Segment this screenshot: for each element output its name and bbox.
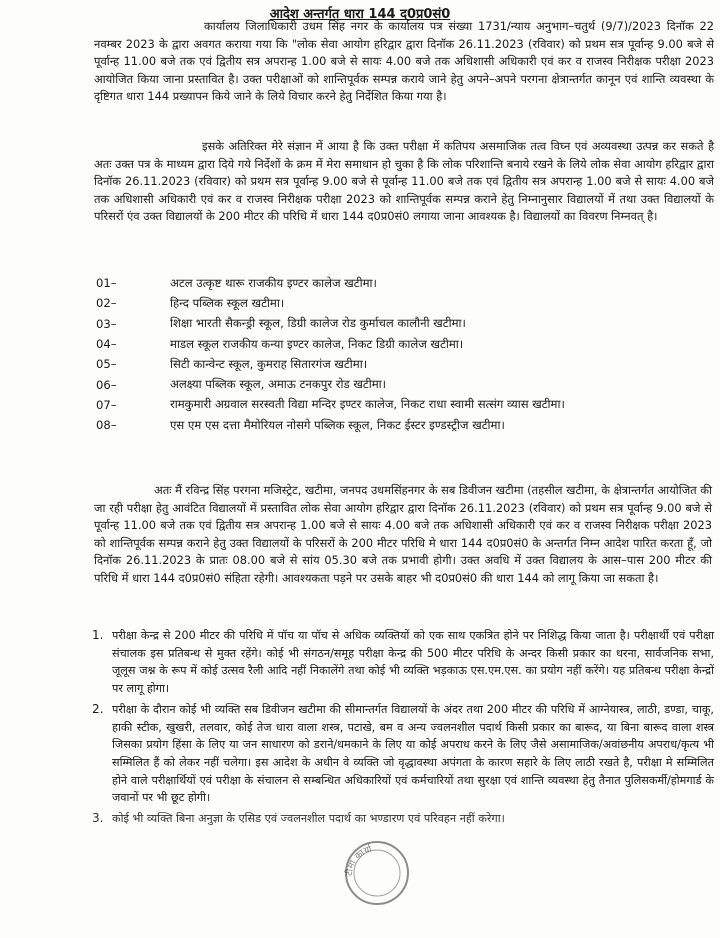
second-paragraph: इसके अतिरिक्त मेरे संज्ञान में आया है कि उक्त परीक्षा में कतिपय असमाजिक तत्व विघ्न एवं अव्यवस्था उत्पन्न कर सकते है अतः उक्त पत्र के माध्यम द्वारा दिये गये निर्देशों के क्रम में मेरा समाधान हो चुका है कि लोक परिशान्ति बनाये रखने के लिये लोक सेवा आयोग हरिद्वार द्वारा दिनॉक 26.11.2023 (रविवार) को प्रथम सत्र पूर्वान्ह 9.00 बजे से पूर्वान्ह 11.00 बजे तक एवं द्वितीय सत्र अपरान्ह 1.00 बजे से सायः 4.00 बजे तक अधिशासी अधिकारी एवं कर व राजस्व निरीक्षक परीक्षा 2023 को शान्तिपूर्वक सम्पन्न कराने हेतु निम्नानुसार विद्यालयों में तथा उक्त विद्यालयों के परिसरों एंव उक्त विद्यालयों के 200 मीटर की परिधि में धारा 144 द0प्र0सं0 लगाया जाना आवश्यक है। विद्यालयों का विवरण निम्नवत् है। bbox=[94, 139, 714, 224]
list-item-number: 02– bbox=[96, 296, 117, 311]
list-item bbox=[96, 273, 696, 293]
list-item-name: एस एम एस दत्ता मैमोरियल नोसगे पब्लिक स्कूल, निकट ईस्टर इण्डस्ट्रीज खटीमा। bbox=[170, 417, 505, 432]
list-item bbox=[96, 314, 696, 334]
order-point-text: परीक्षा केन्द्र से 200 मीटर की परिधि में पॉच या पॉच से अधिक व्यक्तियों को एक साथ एकत्रित होने पर निशिद्ध किया जाता है। परीक्षार्थी एवं परीक्षा संचालक इस प्रतिबन्ध से मुक्त रहेंगे। कोई भी संगठन/समूह परीक्षा केन्द्र की 500 मीटर परिधि के अन्दर किसी प्रकार का धरना, सार्वजनिक सभा, जूलूस जश्न के रूप में कोई उत्सव रैली आदि नहीं निकालेंगे तथा कोई भी व्यक्ति भड़काऊ एस.एम.एस. का प्रयोग नहीं करेंगे। यह प्रतिबन्ध परीक्षा केन्द्रों पर लागू होगा। bbox=[112, 629, 714, 696]
order-point bbox=[92, 627, 714, 698]
order-point-number: 2. bbox=[92, 701, 104, 716]
list-item-name: माडल स्कूल राजकीय कन्या इण्टर कालेज, निकट डिग्री कालेज खटीमा। bbox=[170, 336, 464, 351]
order-title: आदेश अन्तर्गत धारा 144 द0प्र0सं0 bbox=[269, 7, 451, 22]
list-item-name: अलक्ष्या पब्लिक स्कूल, अमाऊ टनकपुर रोड खटीमा। bbox=[170, 377, 387, 392]
list-item-name: शिक्षा भारती सैकन्ड्री स्कूल, डिग्री कालेज रोड कुर्माचल कालौनी खटीमा। bbox=[170, 316, 466, 331]
list-item-name: सिटी कान्वेन्ट स्कूल, कुमराह सितारगंज खटीमा। bbox=[170, 356, 368, 371]
list-item-name: रामकुमारी अग्रवाल सरस्वती विद्या मन्दिर इण्टर कालेज, निकट राधा स्वामी सत्संग व्यास खटीमा। bbox=[170, 397, 565, 412]
order-point bbox=[92, 810, 714, 828]
list-item-number: 06– bbox=[96, 377, 117, 392]
list-item bbox=[96, 293, 696, 313]
list-item-number: 03– bbox=[96, 316, 117, 331]
order-point-text: परीक्षा के दौरान कोई भी व्यक्ति सब डिवीजन खटीमा की सीमान्तर्गत विद्यालयों के अंदर तथा 200 मीटर की परिधि में आग्नेयास्त्र, लाठी, डण्डा, चाकू, हाकी स्टीक, खुखरी, तलवार, कोई तेज धारा वाला शस्त्र, पटाखे, बम व अन्य ज्वलनशील पदार्थ किसी प्रकार का बारूद, या बिना बारूद वाला शस्त्र जिसका प्रयोग हिंसा के लिए या जन साधारण को डराने/धमकाने के लिए या कोई अपराध करने के लिए जैसे असामाजिक/अवांछनीय अपराध/कृत्य भी सम्मिलित हैं को लेकर नहीं चलेगा। इस आदेश के अधीन वे व्यक्ति जो वृद्धावस्था अपंगता के कारण सहारे के लिए लाठी रखते है, परीक्षा मे सम्मिलित होने वाले परीक्षार्थियों एवं परीक्षा के संचालन से सम्बन्धित अधिकारियों एवं कर्मचारियों तथा सुरक्षा एवं शान्ति व्यवस्था हेतु तैनात पुलिसकर्मी/होमगार्ड के जवानों पर भी छूट होगी। bbox=[112, 702, 714, 805]
list-item-number: 05– bbox=[96, 357, 117, 372]
list-item bbox=[96, 374, 696, 394]
list-item bbox=[96, 354, 696, 374]
order-point-number: 1. bbox=[92, 628, 104, 642]
school-list bbox=[96, 273, 696, 435]
order-paragraph: अतः मैं रविन्द्र सिंह परगना मजिस्ट्रेट, खटीमा, जनपद उधमसिंहनगर के सब डिवीजन खटीमा (तहसील खटीमा, के क्षेत्रान्तर्गत आयोजित की जा रही परीक्षा हेतु आवंटित विद्यालयों में प्रस्तावित लोक सेवा आयोग हरिद्वार द्वारा दिनॉक 26.11.2023 (रविवार) को प्रथम सत्र पूर्वान्ह 9.00 बजे से पूर्वान्ह 11.00 बजे तक एवं द्वितीय सत्र अपरान्ह 1.00 बजे से सायः 4.00 बजे तक अधिशासी अधिकारी एवं कर व राजस्व निरीक्षक परीक्षा 2023 को शान्तिपूर्वक सम्पन्न कराने हेतु उक्त विद्यालयों के परिसरों के 200 मीटर परिधि मे धारा 144 द0प्र0सं0 के अन्तर्गत निम्न आदेश पारित करता हूँ, जो दिनॉक 26.11.2023 के प्रातः 08.00 बजे से सांय 05.30 बजे तक प्रभावी होगी। उक्त अवधि में उक्त विद्यालय के आस–पास 200 मीटर की परिधि में धारा 144 द0प्र0सं0 संहिता रहेगी। आवश्यकता पड़ने पर उसके बाहर भी द0प्र0सं0 की धारा 144 को लागू किया जा सकता है। bbox=[94, 483, 712, 585]
list-item-number: 01– bbox=[96, 276, 117, 291]
list-item-number: 04– bbox=[96, 337, 117, 352]
order-point bbox=[92, 701, 714, 807]
list-item-name: हिन्द पब्लिक स्कूल खटीमा। bbox=[170, 295, 285, 310]
list-item bbox=[96, 415, 696, 435]
list-item-name: अटल उत्कृष्ट थारू राजकीय इण्टर कालेज खटीमा। bbox=[170, 275, 377, 290]
intro-paragraph: कार्यालय जिलाधिकारी उधम सिंह नगर के कार्यालय पत्र संख्या 1731/न्याय अनुभाग–चतुर्थ (9/7)/2023 दिनॉक 22 नवम्बर 2023 के द्वारा अवगत कराया गया कि "लोक सेवा आयोग हरिद्वार द्वारा दिनॉक 26.11.2023 (रविवार) को प्रथम सत्र पूर्वान्ह 9.00 बजे से पूर्वान्ह 11.00 बजे तक एवं द्वितीय सत्र अपरान्ह 1.00 बजे से सायः 4.00 बजे तक अधिशासी अधिकारी एवं कर व राजस्व निरीक्षक परीक्षा 2023 आयोजित किया जाना प्रस्तावित है। उक्त परीक्षाओं को शान्तिपूर्वक सम्पन्न कराये जाने हेतु अपने–अपने परगना क्षेत्रान्तर्गत कानून एवं शान्ति व्यवस्था के दृष्टिगत धारा 144 प्रख्यापन किये जाने के लिये विचार करने हेतु निर्देशित किया गया है। bbox=[94, 19, 714, 104]
list-item-number: 07– bbox=[96, 397, 117, 412]
order-point-number: 3. bbox=[92, 811, 104, 826]
office-stamp bbox=[342, 838, 412, 908]
stamp-text: टीमा कार्या bbox=[344, 844, 374, 877]
list-item bbox=[96, 395, 696, 415]
order-point-text: कोई भी व्यक्ति बिना अनुज्ञा के एसिड एवं ज्वलनशील पदार्थ का भण्डारण एवं परिवहन नहीं करेगा। bbox=[112, 812, 505, 826]
list-item bbox=[96, 334, 696, 354]
list-item-number: 08– bbox=[96, 418, 117, 433]
order-points bbox=[92, 627, 714, 831]
